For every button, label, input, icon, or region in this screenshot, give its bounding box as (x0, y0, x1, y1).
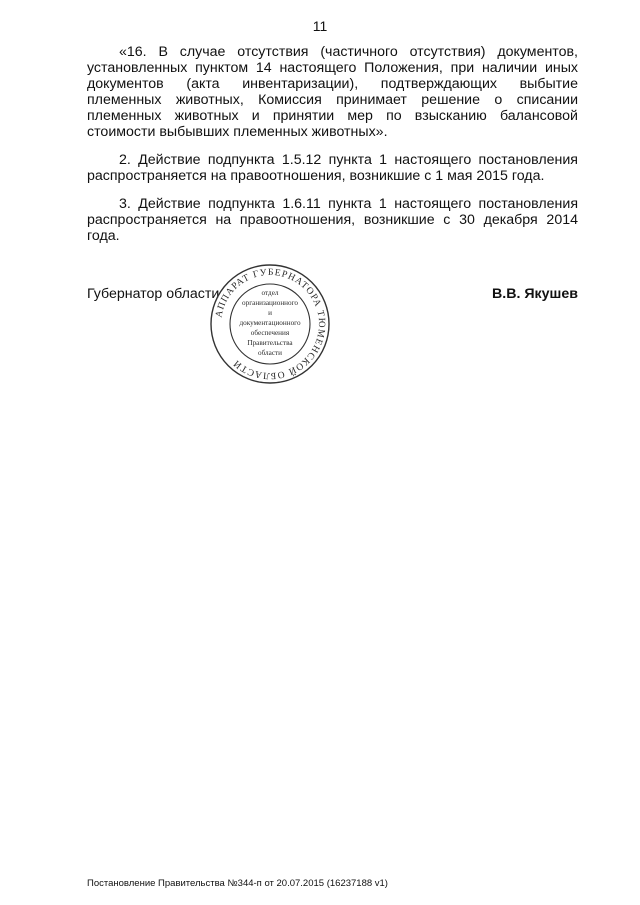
official-seal (208, 262, 332, 386)
seal-outer-text: АППАРАТ ГУБЕРНАТОРА ТЮМЕНСКОЙ ОБЛАСТИ (213, 266, 328, 382)
seal-line-4: документационного (239, 319, 301, 327)
paragraph-item-16: «16. В случае отсутствия (частичного отсутствия) документов, установленных пунктом 14 настоящего Положения, при наличии иных документов (акта инвентаризации), подтверждающих выбытие племенных животных, Комиссия принимает решение о списании племенных животных и принятии мер по взысканию балансовой стоимости выбывших племенных животных». (87, 44, 578, 140)
signature-block (87, 286, 578, 310)
seal-graphic (208, 262, 332, 386)
seal-line-3: и (268, 309, 272, 317)
seal-line-1: отдел (261, 289, 279, 297)
signer-name: В.В. Якушев (492, 286, 578, 302)
document-body (87, 44, 578, 256)
signer-title: Губернатор области (87, 286, 220, 302)
seal-line-6: Правительства (247, 339, 293, 347)
seal-line-7: области (257, 349, 283, 357)
seal-line-5: обеспечения (250, 329, 290, 337)
document-footer: Постановление Правительства №344-п от 20.07.2015 (16237188 v1) (87, 878, 388, 889)
page-number: 11 (312, 18, 328, 34)
seal-line-2: организационного (242, 299, 298, 307)
paragraph-item-2: 2. Действие подпункта 1.5.12 пункта 1 настоящего постановления распространяется на правоотношения, возникшие с 1 мая 2015 года. (87, 152, 578, 184)
paragraph-item-3: 3. Действие подпункта 1.6.11 пункта 1 настоящего постановления распространяется на правоотношения, возникшие с 30 декабря 2014 года. (87, 196, 578, 244)
